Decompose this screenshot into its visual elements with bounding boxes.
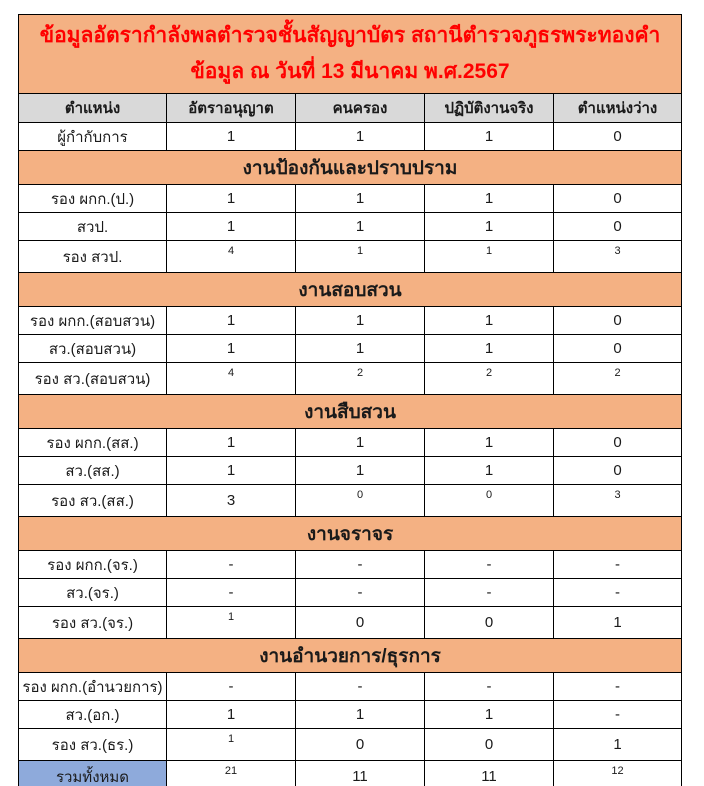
column-header-4: ตำแหน่งว่าง (554, 94, 682, 123)
column-header-1: อัตราอนุญาต (167, 94, 296, 123)
column-header-2: คนครอง (296, 94, 425, 123)
total-row (19, 761, 682, 786)
table-row (19, 335, 682, 363)
cell-value: 1 (425, 701, 554, 729)
section-title: งานอำนวยการ/ธุรการ (19, 639, 682, 673)
cell-value: - (167, 673, 296, 701)
cell-value: 0 (554, 429, 682, 457)
cell-value: - (296, 673, 425, 701)
row-label: รอง ผกก.(สส.) (19, 429, 167, 457)
cell-value: 1 (167, 701, 296, 729)
cell-value: 1 (425, 307, 554, 335)
row-label: สว.(จร.) (19, 579, 167, 607)
section-row (19, 273, 682, 307)
cell-value: 2 (425, 363, 554, 395)
cell-value: 1 (296, 335, 425, 363)
cell-value: 0 (554, 185, 682, 213)
table-row (19, 307, 682, 335)
cell-value: - (167, 551, 296, 579)
cell-value: 21 (167, 761, 296, 786)
row-label: รอง ผกก.(จร.) (19, 551, 167, 579)
cell-value: 11 (296, 761, 425, 786)
section-title: งานจราจร (19, 517, 682, 551)
cell-value: 4 (167, 363, 296, 395)
section-row (19, 395, 682, 429)
cell-value: 3 (554, 241, 682, 273)
cell-value: 1 (167, 729, 296, 761)
row-label: รอง ผกก.(ป.) (19, 185, 167, 213)
cell-value: 1 (425, 429, 554, 457)
cell-value: 1 (296, 429, 425, 457)
table-row (19, 363, 682, 395)
cell-value: 1 (167, 185, 296, 213)
row-label: สว.(สอบสวน) (19, 335, 167, 363)
cell-value: - (296, 551, 425, 579)
cell-value: 1 (425, 185, 554, 213)
table-row (19, 579, 682, 607)
cell-value: 1 (296, 701, 425, 729)
cell-value: 12 (554, 761, 682, 786)
section-title: งานสืบสวน (19, 395, 682, 429)
row-label: รอง สว.(สส.) (19, 485, 167, 517)
table-row (19, 485, 682, 517)
cell-value: 3 (167, 485, 296, 517)
row-label: สว.(อก.) (19, 701, 167, 729)
row-label: ผู้กำกับการ (19, 123, 167, 151)
cell-value: - (554, 579, 682, 607)
row-label: รอง ผกก.(อำนวยการ) (19, 673, 167, 701)
table-row (19, 673, 682, 701)
cell-value: - (167, 579, 296, 607)
cell-value: 1 (296, 213, 425, 241)
section-row (19, 517, 682, 551)
cell-value: - (554, 551, 682, 579)
section-title: งานป้องกันและปราบปราม (19, 151, 682, 185)
table-row (19, 607, 682, 639)
cell-value: 0 (554, 335, 682, 363)
cell-value: 1 (296, 307, 425, 335)
cell-value: 1 (167, 123, 296, 151)
cell-value: - (425, 579, 554, 607)
table-row (19, 729, 682, 761)
section-row (19, 151, 682, 185)
cell-value: 1 (296, 241, 425, 273)
column-header-row (19, 94, 682, 123)
cell-value: 1 (425, 241, 554, 273)
cell-value: - (554, 701, 682, 729)
cell-value: 2 (296, 363, 425, 395)
cell-value: 1 (425, 335, 554, 363)
cell-value: - (554, 673, 682, 701)
section-title: งานสอบสวน (19, 273, 682, 307)
cell-value: 4 (167, 241, 296, 273)
row-label: รอง สว.(จร.) (19, 607, 167, 639)
cell-value: 0 (554, 307, 682, 335)
cell-value: 1 (296, 185, 425, 213)
title-row (19, 15, 682, 94)
cell-value: 0 (554, 213, 682, 241)
cell-value: 0 (554, 123, 682, 151)
cell-value: - (425, 673, 554, 701)
cell-value: 1 (554, 729, 682, 761)
cell-value: 0 (425, 607, 554, 639)
cell-value: 1 (425, 457, 554, 485)
table-row (19, 429, 682, 457)
row-label: สว.(สส.) (19, 457, 167, 485)
cell-value: 1 (167, 307, 296, 335)
table-row (19, 123, 682, 151)
cell-value: 0 (425, 729, 554, 761)
table-row (19, 457, 682, 485)
document-title-line-1: ข้อมูลอัตรากำลังพลตำรวจชั้นสัญญาบัตร สถานีตำรวจภูธรพระทองคำ (39, 24, 661, 47)
row-label: รวมทั้งหมด (19, 761, 167, 786)
cell-value: 1 (554, 607, 682, 639)
cell-value: 11 (425, 761, 554, 786)
cell-value: 3 (554, 485, 682, 517)
row-label: รอง สว.(ธร.) (19, 729, 167, 761)
cell-value: 1 (167, 457, 296, 485)
cell-value: 0 (296, 729, 425, 761)
cell-value: 1 (296, 123, 425, 151)
personnel-table (18, 14, 682, 786)
cell-value: 1 (296, 457, 425, 485)
table-row (19, 185, 682, 213)
cell-value: 1 (425, 123, 554, 151)
document-title-line-2: ข้อมูล ณ วันที่ 13 มีนาคม พ.ศ.2567 (190, 60, 510, 83)
document-title-cell (19, 15, 682, 94)
row-label: รอง สวป. (19, 241, 167, 273)
cell-value: 1 (425, 213, 554, 241)
cell-value: 2 (554, 363, 682, 395)
cell-value: - (425, 551, 554, 579)
column-header-0: ตำแหน่ง (19, 94, 167, 123)
cell-value: 0 (425, 485, 554, 517)
cell-value: - (296, 579, 425, 607)
table-row (19, 241, 682, 273)
cell-value: 1 (167, 213, 296, 241)
column-header-3: ปฏิบัติงานจริง (425, 94, 554, 123)
cell-value: 0 (554, 457, 682, 485)
cell-value: 1 (167, 429, 296, 457)
table-row (19, 213, 682, 241)
cell-value: 0 (296, 485, 425, 517)
cell-value: 1 (167, 607, 296, 639)
cell-value: 1 (167, 335, 296, 363)
row-label: รอง ผกก.(สอบสวน) (19, 307, 167, 335)
cell-value: 0 (296, 607, 425, 639)
table-row (19, 551, 682, 579)
row-label: รอง สว.(สอบสวน) (19, 363, 167, 395)
row-label: สวป. (19, 213, 167, 241)
section-row (19, 639, 682, 673)
table-row (19, 701, 682, 729)
